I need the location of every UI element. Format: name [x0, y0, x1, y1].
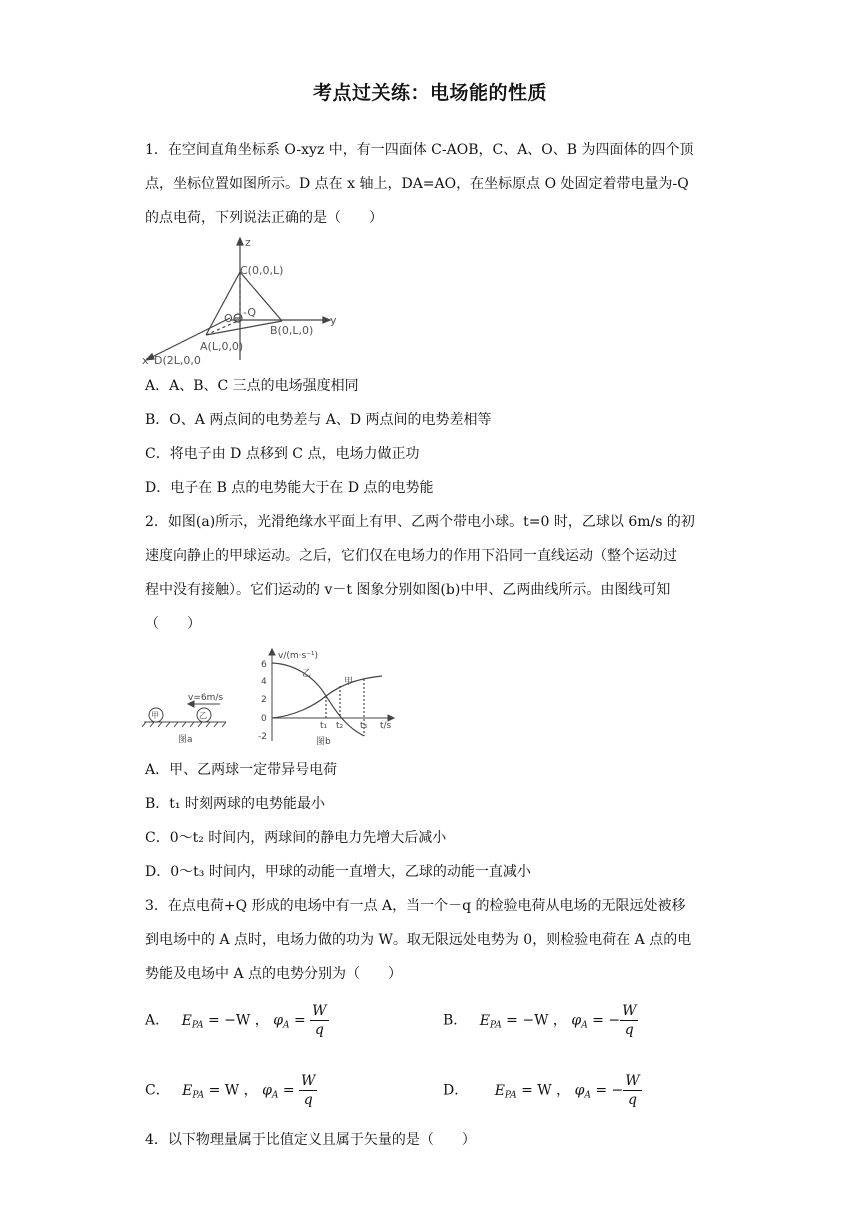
fraction-denominator: q — [303, 1092, 313, 1108]
point-d-label: D(2L,0,0 — [154, 354, 201, 366]
velocity-label: v=6m/s — [188, 693, 224, 703]
phi-subscript: A — [581, 1020, 588, 1031]
q1-text-line-3: 的点电荷，下列说法正确的是（ ） — [145, 210, 383, 226]
q2-option-a: A．甲、乙两球一定带异号电荷 — [145, 762, 338, 778]
epa-value: = W ， — [204, 1082, 258, 1099]
q4-text-line-1: 4．以下物理量属于比值定义且属于矢量的是（ ） — [145, 1132, 476, 1148]
epa-symbol: E — [181, 1012, 192, 1029]
q1-text-line-1: 1．在空间直角坐标系 O-xyz 中，有一四面体 C-AOB，C、A、O、B 为四面体的四个顶 — [145, 142, 694, 158]
vt-tick-0: 0 — [261, 714, 267, 724]
epa-symbol: E — [479, 1012, 490, 1029]
q2-text-line-2: 速度向静止的甲球运动。之后，它们仅在电场力的作用下沿同一直线运动（整个运动过 — [145, 548, 677, 564]
vt-tick-4: 4 — [261, 677, 267, 687]
point-b-label: B(0,L,0) — [270, 324, 314, 337]
vt-x-axis-label: t/s — [380, 721, 392, 731]
point-c-label: C(0,0,L) — [240, 264, 284, 277]
epa-value: = −W ， — [501, 1012, 567, 1029]
option-d-label: D． — [443, 1082, 469, 1099]
vt-tick-6: 6 — [261, 660, 267, 670]
figure-a-caption: 图a — [178, 735, 193, 745]
phi-fraction — [623, 1072, 641, 1109]
fraction-numerator: W — [625, 1073, 640, 1089]
epa-subscript: PA — [489, 1020, 502, 1031]
phi-symbol: φ — [574, 1082, 585, 1099]
phi-fraction — [310, 1002, 328, 1039]
vt-curve-jia-label: 甲 — [344, 677, 354, 687]
vt-tick-2: 2 — [261, 695, 267, 705]
q2-text-line-4: （ ） — [145, 616, 201, 632]
epa-value: = −W ， — [203, 1012, 269, 1029]
q3-option-b — [443, 1002, 638, 1044]
epa-subscript: PA — [191, 1020, 204, 1031]
vt-t2-label: t₂ — [336, 721, 344, 731]
q1-option-c: C．将电子由 D 点移到 C 点，电场力做正功 — [145, 446, 420, 462]
fraction-denominator: q — [314, 1022, 324, 1038]
x-axis-label: x — [142, 354, 149, 366]
phi-subscript: A — [271, 1090, 279, 1101]
phi-fraction — [620, 1002, 638, 1039]
fraction-denominator: q — [627, 1092, 637, 1108]
q2-vt-graph — [254, 646, 402, 750]
q1-option-b: B．O、A 两点间的电势差与 A、D 两点间的电势差相等 — [145, 412, 492, 428]
phi-equals: = − — [587, 1012, 621, 1029]
q1-option-a: A．A、B、C 三点的电场强度相同 — [145, 378, 359, 394]
q3-option-c — [145, 1072, 317, 1114]
q3-option-d — [443, 1072, 642, 1114]
phi-equals: = — [289, 1012, 311, 1029]
q3-option-a — [145, 1002, 329, 1044]
phi-subscript: A — [584, 1090, 591, 1101]
point-a-label: A(L,0,0) — [200, 340, 244, 353]
q2-text-line-3: 程中没有接触）。它们运动的 v－t 图象分别如图(b)中甲、乙两曲线所示。由图线可知 — [145, 582, 671, 598]
q2-option-c: C．0～t₂ 时间内，两球间的静电力先增大后减小 — [145, 830, 447, 846]
q1-text-line-2: 点，坐标位置如图所示。D 点在 x 轴上，DA=AO，在坐标原点 O 处固定着带电量为-Q — [145, 176, 689, 192]
phi-symbol: φ — [262, 1082, 272, 1099]
vt-curve-yi — [272, 663, 364, 736]
q2-option-b: B．t₁ 时刻两球的电势能最小 — [145, 796, 325, 812]
epa-value: = W ， — [516, 1082, 571, 1099]
q1-tetrahedron-figure — [140, 232, 350, 366]
q2-figure-a — [140, 690, 240, 750]
q1-option-d: D．电子在 B 点的电势能大于在 D 点的电势能 — [145, 480, 434, 496]
q2-option-d: D．0～t₃ 时间内，甲球的动能一直增大，乙球的动能一直减小 — [145, 864, 531, 880]
phi-subscript: A — [283, 1020, 290, 1031]
vt-curve-yi-label: 乙 — [302, 669, 312, 679]
option-a-label: A． — [145, 1012, 170, 1029]
fraction-numerator: W — [622, 1003, 637, 1019]
phi-symbol: φ — [571, 1012, 582, 1029]
charge-label: -Q — [243, 306, 257, 319]
fraction-denominator: q — [624, 1022, 634, 1038]
q3-text-line-3: 势能及电场中 A 点的电势分别为（ ） — [145, 966, 403, 982]
epa-symbol: E — [494, 1082, 505, 1099]
option-c-label: C． — [145, 1082, 170, 1099]
vt-t1-label: t₁ — [320, 721, 328, 731]
phi-symbol: φ — [273, 1012, 284, 1029]
z-axis-label: z — [245, 236, 251, 249]
epa-subscript: PA — [504, 1090, 517, 1101]
fraction-numerator: W — [301, 1073, 316, 1089]
epa-subscript: PA — [192, 1090, 205, 1101]
q2-text-line-1: 2．如图(a)所示，光滑绝缘水平面上有甲、乙两个带电小球。t=0 时，乙球以 6m/s 的初 — [145, 514, 695, 530]
vt-t3-label: t₃ — [360, 721, 368, 731]
origin-label: O — [224, 312, 233, 325]
figure-b-caption: 图b — [316, 737, 331, 747]
fraction-numerator: W — [312, 1003, 327, 1019]
page-title: 考点过关练：电场能的性质 — [312, 82, 547, 104]
vt-tick-neg2: -2 — [258, 732, 267, 742]
option-b-label: B． — [443, 1012, 468, 1029]
epa-symbol: E — [182, 1082, 193, 1099]
y-axis-label: y — [330, 314, 337, 327]
vt-y-axis-label: v/(m·s⁻¹) — [278, 651, 319, 661]
phi-equals: = − — [590, 1082, 624, 1099]
phi-fraction — [299, 1072, 317, 1109]
ball-jia-label: 甲 — [151, 711, 159, 720]
phi-equals: = — [278, 1082, 300, 1099]
ball-yi-label: 乙 — [199, 711, 207, 720]
q3-text-line-1: 3．在点电荷+Q 形成的电场中有一点 A，当一个－q 的检验电荷从电场的无限远处被移 — [145, 898, 686, 914]
q3-text-line-2: 到电场中的 A 点时，电场力做的功为 W。取无限远处电势为 0，则检验电荷在 A 点的电 — [145, 932, 692, 948]
